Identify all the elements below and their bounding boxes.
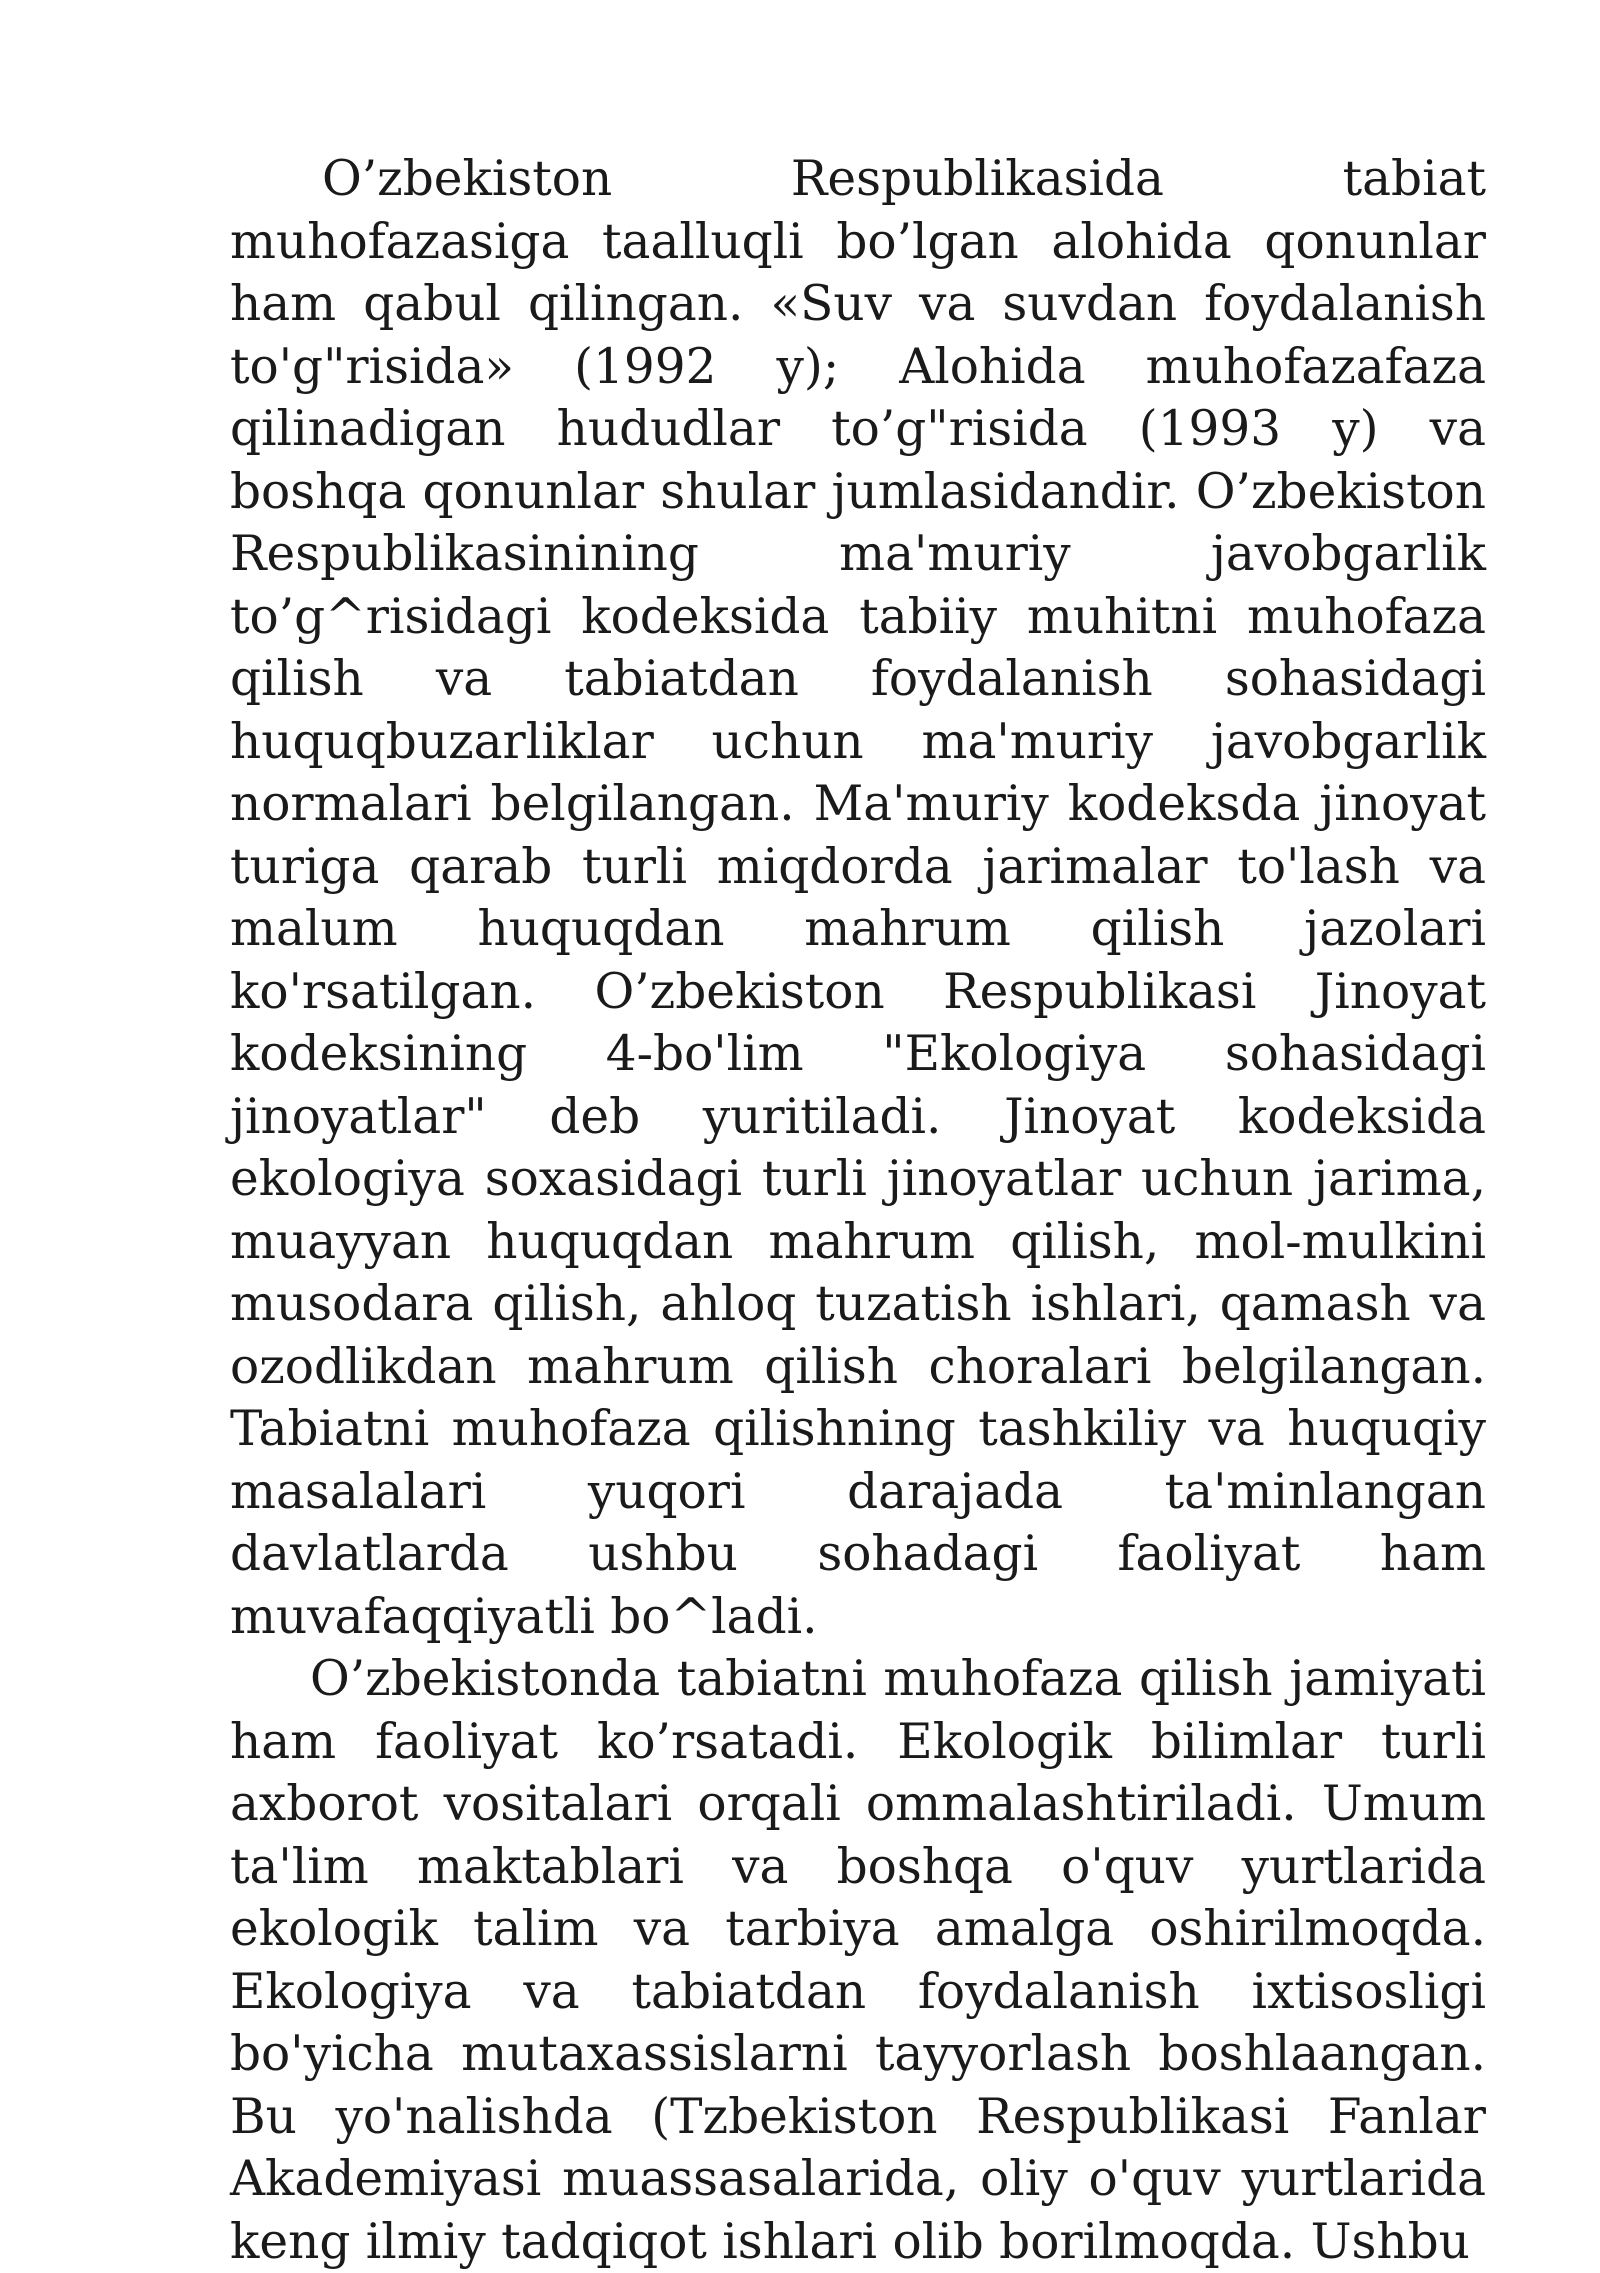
paragraph-2: O’zbekistonda tabiatni muhofaza qilish jamiyati ham faoliyat ko’rsatadi. Ekologik bilimlar turli axborot vositalari orqali ommalashtiriladi. Umum ta'lim maktablari va boshqa o'quv yurtlarida ekologik talim va tarbiya amalga oshirilmoqda. Ekologiya va tabiatdan foydalanish ixtisosligi bo'yicha mutaxassislarni tayyorlash boshlaangan. Bu yo'nalishda (Tzbekiston Respublikasi Fanlar Akademiyasi muassasalarida, oliy o'quv yurtlarida keng ilmiy tadqiqot ishlari olib borilmoqda. Ushbu (230, 1651, 1486, 2270)
body-text (230, 148, 1486, 2273)
paragraph-1: O’zbekiston Respublikasida tabiat muhofazasiga taalluqli bo’lgan alohida qonunlar ham qabul qilingan. «Suv va suvdan foydalanish to'g"risida» (1992 y); Alohida muhofazafaza qilinadigan hududlar to’g"risida (1993 y) va boshqa qonunlar shular jumlasidandir. O’zbekiston Respublikasinining ma'muriy javobgarlik to’g^risidagi kodeksida tabiiy muhitni muhofaza qilish va tabiatdan foydalanish sohasidagi huquqbuzarliklar uchun ma'muriy javobgarlik normalari belgilangan. Ma'muriy kodeksda jinoyat turiga qarab turli miqdorda jarimalar to'lash va malum huquqdan mahrum qilish jazolari ko'rsatilgan. O’zbekiston Respublikasi Jinoyat kodeksining 4-bo'lim "Ekologiya sohasidagi jinoyatlar" deb yuritiladi. Jinoyat kodeksida ekologiya soxasidagi turli jinoyatlar uchun jarima, muayyan huquqdan mahrum qilish, mol-mulkini musodara qilish, ahloq tuzatish ishlari, qamash va ozodlikdan mahrum qilish choralari belgilangan. Tabiatni muhofaza qilishning tashkiliy va huquqiy masalalari yuqori darajada ta'minlangan davlatlarda ushbu sohadagi faoliyat ham muvafaqqiyatli bo^ladi. (230, 151, 1486, 1645)
